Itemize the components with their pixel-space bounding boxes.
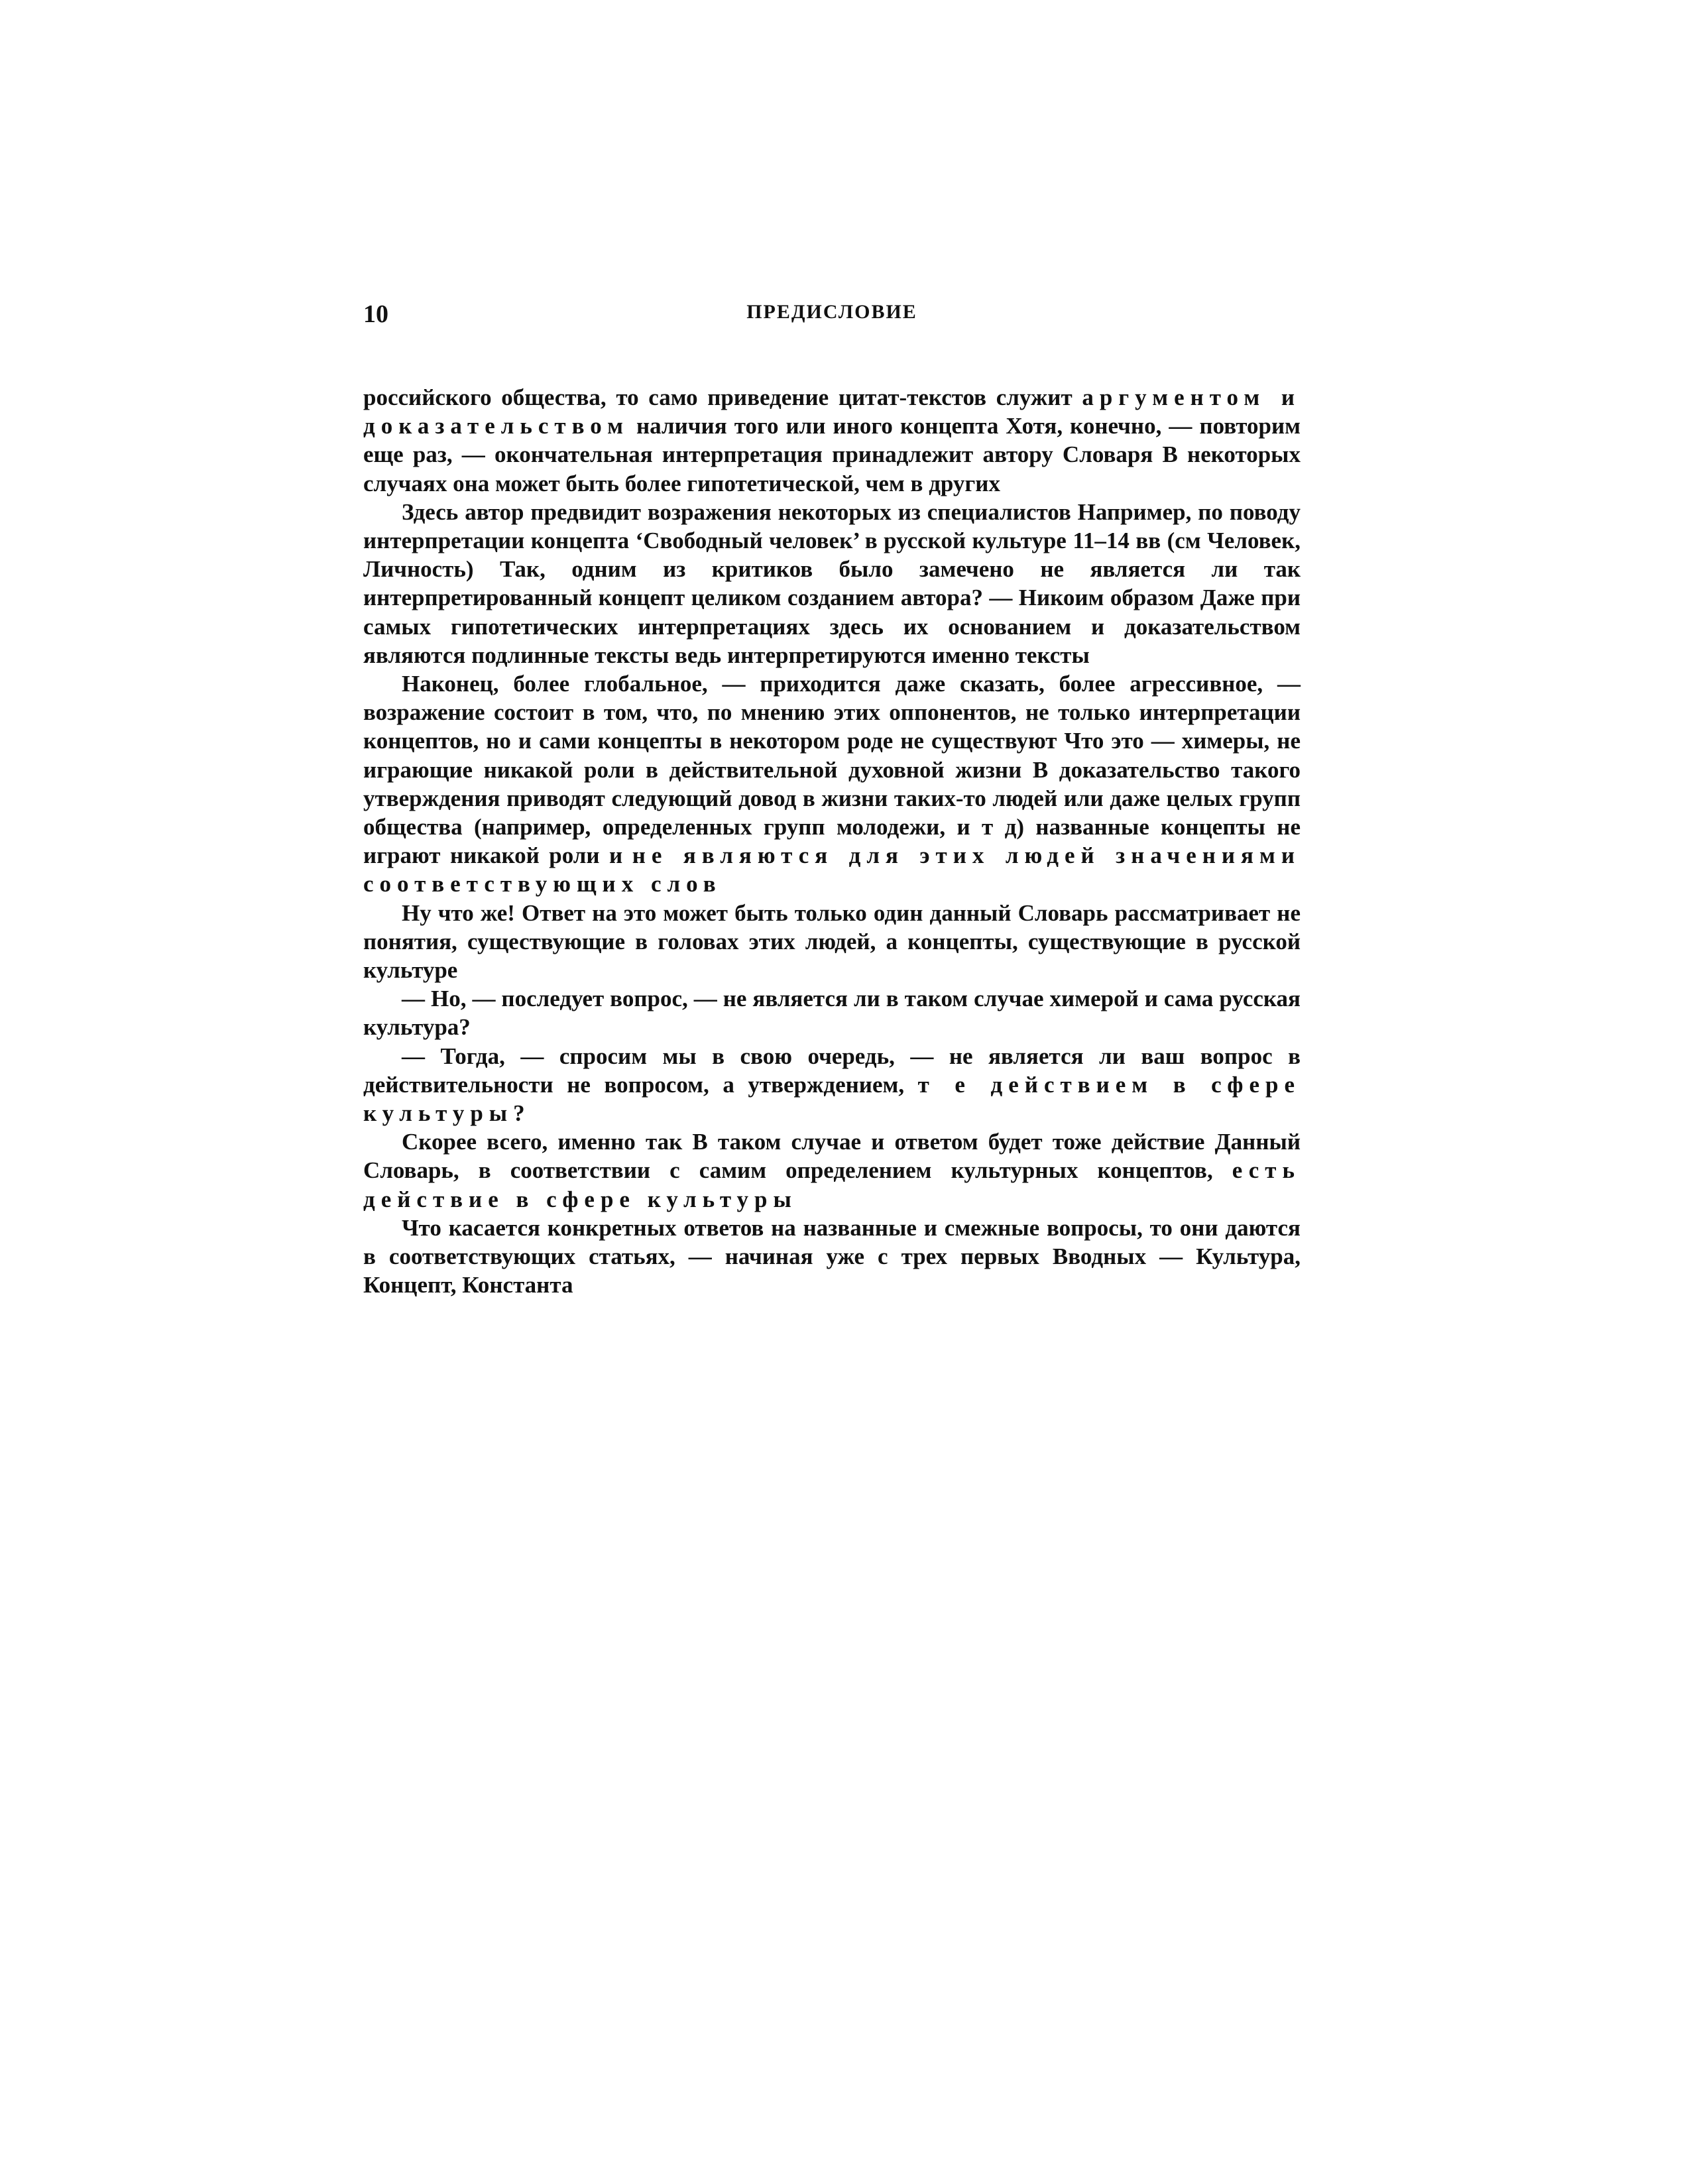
page-number: 10 bbox=[363, 300, 388, 328]
text-run: ? bbox=[513, 1100, 525, 1127]
spaced-emphasis: есть действие в сфере культуры bbox=[363, 1157, 1301, 1212]
spaced-emphasis: т е действием в сфере культуры bbox=[363, 1071, 1301, 1127]
text-run: — Тогда, — спросим мы в свою очередь, — не является ли ваш вопрос в действительности не вопросом, а утверждением, bbox=[363, 1043, 1301, 1098]
text-run: наличия того или иного концепта Хотя, конечно, — повторим еще раз, — окончательная интерпретация принадлежит автору Словаря В некоторых случаях она может быть более гипотетической, чем в других bbox=[363, 413, 1301, 496]
spaced-emphasis: не являются для этих людей значениями соответствующих слов bbox=[363, 842, 1301, 897]
paragraph bbox=[363, 383, 1301, 498]
text-run: Наконец, более глобальное, — приходится даже сказать, более агрессивное, — возражение состоит в том, что, по мнению этих оппонентов, не только интерпретации концептов, но и сами концепты в некотором роде не существуют Что это — химеры, не играющие никакой роли в действительной духовной жизни В доказательство такого утверждения приводят следующий довод в жизни таких-то людей или даже целых групп общества (например, определенных групп молодежи, и т д) названные концепты не играют никакой роли и bbox=[363, 671, 1301, 869]
paragraph bbox=[363, 899, 1301, 985]
text-run: Здесь автор предвидит возражения некоторых из специалистов Например, по поводу интерпретации концепта ‘Свободный человек’ в русской культуре 11–14 вв (см Человек, Личность) Так, одним из критиков было замечено не является ли так интерпретированный концепт целиком созданием автора? — Никоим образом Даже при самых гипотетических интерпретациях здесь их основанием и доказательством являются подлинные тексты ведь интерпретируются именно тексты bbox=[363, 498, 1301, 668]
paragraph bbox=[363, 1127, 1301, 1214]
paragraph bbox=[363, 984, 1301, 1041]
text-run: российского общества, то само приведение цитат-текстов служит bbox=[363, 384, 1082, 410]
paragraph bbox=[363, 1042, 1301, 1128]
paragraph bbox=[363, 669, 1301, 899]
spaced-emphasis: аргументом и доказательством bbox=[363, 384, 1301, 439]
text-run: Что касается конкретных ответов на названные и смежные вопросы, то они даются в соответствующих статьях, — начиная уже с трех первых Вводных — Культура, Концепт, Константа bbox=[363, 1214, 1301, 1298]
running-head bbox=[363, 300, 1301, 339]
text-run: Скорее всего, именно так В таком случае и ответом будет тоже действие Данный Словарь, в соответствии с самим определением культурных концептов, bbox=[363, 1129, 1301, 1184]
text-run: Ну что же! Ответ на это может быть только один данный Словарь рассматривает не понятия, существующие в головах этих людей, а концепты, существующие в русской культуре bbox=[363, 899, 1301, 984]
body-text bbox=[363, 383, 1301, 1300]
text-run: — Но, — последует вопрос, — не является ли в таком случае химерой и сама русская культура? bbox=[363, 986, 1301, 1041]
page-title: ПРЕДИСЛОВИЕ bbox=[746, 301, 917, 323]
paragraph bbox=[363, 1214, 1301, 1300]
paragraph bbox=[363, 498, 1301, 669]
